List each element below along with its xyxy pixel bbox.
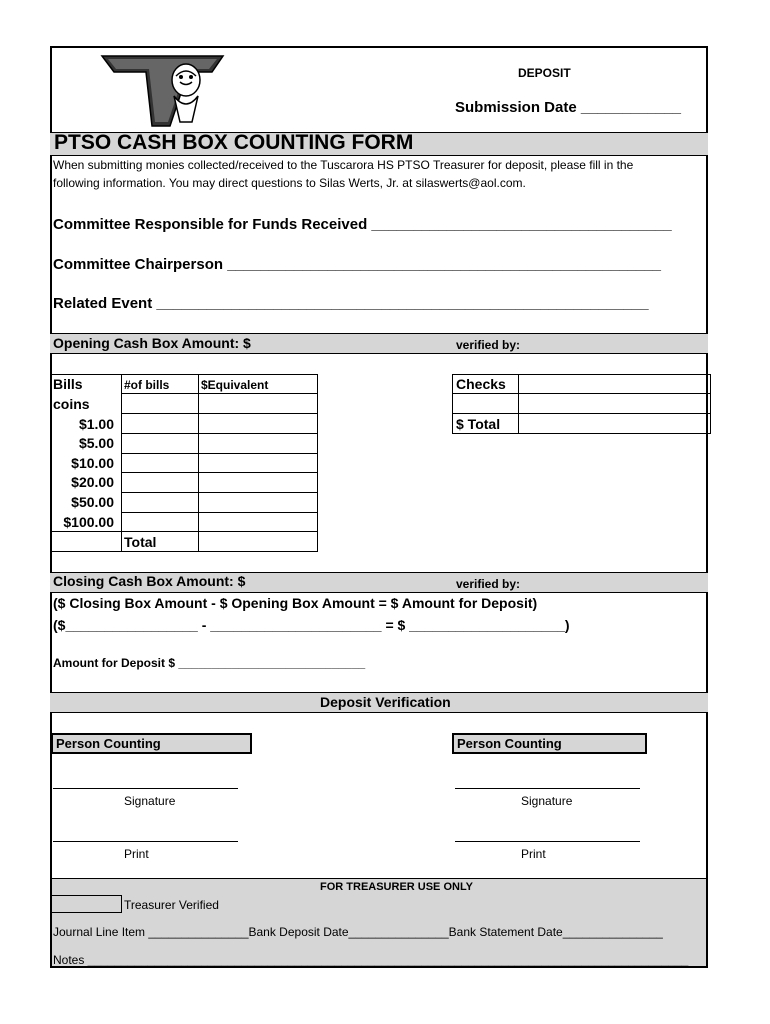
related-event-field[interactable]: Related Event ___________________________________________________________ bbox=[53, 295, 649, 312]
treasurer-verified-checkbox[interactable] bbox=[51, 895, 122, 913]
closing-verified-label: verified by: bbox=[456, 577, 521, 591]
signature-line-right[interactable] bbox=[455, 788, 640, 789]
treasurer-title: FOR TREASURER USE ONLY bbox=[320, 881, 474, 893]
checks-total-label: $ Total bbox=[456, 416, 501, 432]
denom-20: $20.00 bbox=[71, 474, 114, 490]
print-line-right[interactable] bbox=[455, 841, 640, 842]
closing-amount-label: Closing Cash Box Amount: $ bbox=[53, 573, 246, 589]
bills-header: Bills bbox=[53, 376, 83, 392]
signature-line-left[interactable] bbox=[53, 788, 238, 789]
committee-field[interactable]: Committee Responsible for Funds Received ____________________________________ bbox=[53, 216, 672, 233]
bills-total-label: Total bbox=[124, 534, 157, 550]
coins-label: coins bbox=[53, 396, 90, 412]
print-line-left[interactable] bbox=[53, 841, 238, 842]
signature-label-left: Signature bbox=[124, 794, 176, 808]
deposit-label: DEPOSIT bbox=[518, 66, 571, 80]
signature-label-right: Signature bbox=[521, 794, 573, 808]
print-label-left: Print bbox=[124, 847, 149, 861]
treasurer-verified-label: Treasurer Verified bbox=[124, 898, 219, 912]
denom-10: $10.00 bbox=[71, 455, 114, 471]
denom-100: $100.00 bbox=[63, 514, 114, 530]
checks-label: Checks bbox=[456, 376, 506, 392]
chairperson-field[interactable]: Committee Chairperson ____________________________________________________ bbox=[53, 256, 661, 273]
verification-title: Deposit Verification bbox=[320, 694, 451, 710]
equivalent-header: $Equivalent bbox=[201, 378, 269, 392]
person-counting-left: Person Counting bbox=[51, 733, 252, 754]
submission-date-field[interactable]: Submission Date ____________ bbox=[455, 99, 681, 116]
deposit-formula: ($ Closing Box Amount - $ Opening Box Amount = $ Amount for Deposit) bbox=[53, 595, 538, 611]
denom-50: $50.00 bbox=[71, 494, 114, 510]
opening-amount-label: Opening Cash Box Amount: $ bbox=[53, 335, 251, 351]
amount-for-deposit-field[interactable]: Amount for Deposit $ ____________________________ bbox=[53, 656, 366, 670]
opening-verified-label: verified by: bbox=[456, 338, 521, 352]
journal-line-fields[interactable]: Journal Line Item _______________Bank Deposit Date_______________Bank Statement Date_______________ bbox=[53, 925, 663, 939]
form-title: PTSO CASH BOX COUNTING FORM bbox=[54, 131, 414, 154]
person-counting-right: Person Counting bbox=[452, 733, 647, 754]
intro-line-2: following information. You may direct questions to Silas Werts, Jr. at silaswerts@aol.com. bbox=[53, 176, 526, 190]
notes-field[interactable]: Notes __________________________________________________________________________________________ bbox=[53, 953, 689, 967]
denom-5: $5.00 bbox=[78, 435, 114, 451]
denom-1: $1.00 bbox=[78, 416, 114, 432]
intro-line-1: When submitting monies collected/received to the Tuscarora HS PTSO Treasurer for deposit, please fill in the bbox=[53, 158, 634, 172]
deposit-formula-line[interactable]: ($_________________ - ______________________ = $ ____________________) bbox=[53, 617, 570, 633]
num-bills-header: #of bills bbox=[124, 378, 170, 392]
print-label-right: Print bbox=[521, 847, 546, 861]
